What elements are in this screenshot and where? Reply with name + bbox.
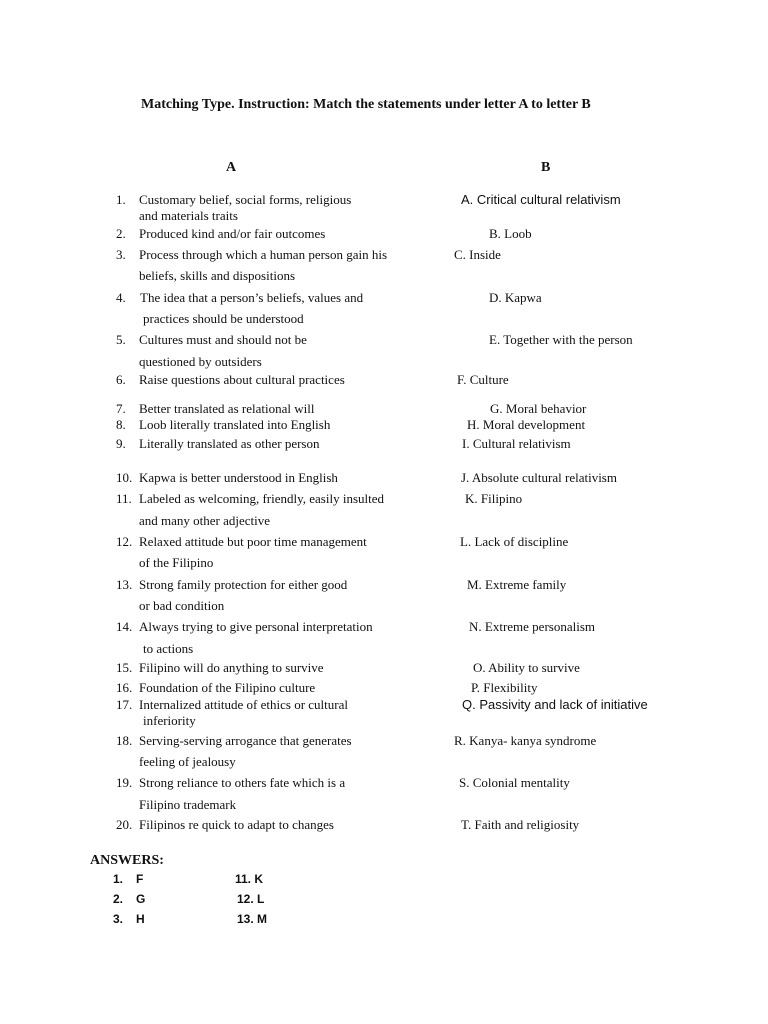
choice-l: L. Lack of discipline: [460, 534, 569, 549]
choice-j: J. Absolute cultural relativism: [461, 470, 617, 485]
choice-c: C. Inside: [454, 247, 501, 262]
item-text-continued: practices should be understood: [143, 311, 304, 326]
item-number: 1.: [116, 192, 126, 207]
item-number: 10.: [116, 470, 133, 485]
column-a-header: A: [226, 160, 237, 175]
item-number: 20.: [116, 817, 133, 832]
choice-p: P. Flexibility: [471, 680, 538, 695]
item-number: 15.: [116, 660, 133, 675]
answer-right-column: 13. M: [237, 912, 268, 926]
item-text: Process through which a human person gain his: [139, 247, 388, 262]
item-text: Foundation of the Filipino culture: [139, 680, 316, 695]
choice-h: H. Moral development: [467, 417, 586, 432]
item-number: 4.: [116, 290, 126, 305]
choice-i: I. Cultural relativism: [462, 436, 571, 451]
item-text: Always trying to give personal interpretation: [139, 619, 373, 634]
item-text: Strong reliance to others fate which is a: [139, 775, 346, 790]
item-number: 18.: [116, 733, 133, 748]
choice-n: N. Extreme personalism: [469, 619, 595, 634]
item-text: Raise questions about cultural practices: [139, 372, 345, 387]
item-text: Relaxed attitude but poor time management: [139, 534, 367, 549]
choice-q: Q. Passivity and lack of initiative: [462, 697, 648, 712]
choice-f: F. Culture: [457, 372, 509, 387]
item-text-continued: feeling of jealousy: [139, 754, 236, 769]
choice-s: S. Colonial mentality: [459, 775, 570, 790]
item-text-continued: beliefs, skills and dispositions: [139, 268, 295, 283]
answer-letter: F: [136, 872, 144, 886]
choice-e: E. Together with the person: [489, 332, 633, 347]
choice-b: B. Loob: [489, 226, 532, 241]
answer-letter: H: [136, 912, 145, 926]
item-text-continued: inferiority: [143, 713, 196, 728]
choice-d: D. Kapwa: [489, 290, 542, 305]
item-text-continued: Filipino trademark: [139, 797, 237, 812]
item-text: Kapwa is better understood in English: [139, 470, 338, 485]
item-text: Produced kind and/or fair outcomes: [139, 226, 326, 241]
item-text-continued: and materials traits: [139, 208, 238, 223]
item-text-continued: and many other adjective: [139, 513, 271, 528]
item-number: 3.: [116, 247, 126, 262]
answer-number: 1.: [113, 872, 124, 886]
item-text: Better translated as relational will: [139, 401, 315, 416]
item-number: 2.: [116, 226, 126, 241]
choice-r: R. Kanya- kanya syndrome: [454, 733, 597, 748]
item-text: Labeled as welcoming, friendly, easily insulted: [139, 491, 385, 506]
item-number: 11.: [116, 491, 132, 506]
item-text: Customary belief, social forms, religious: [139, 192, 352, 207]
item-number: 5.: [116, 332, 126, 347]
item-text-continued: questioned by outsiders: [139, 354, 262, 369]
item-text-continued: to actions: [143, 641, 194, 656]
choice-t: T. Faith and religiosity: [461, 817, 580, 832]
item-number: 9.: [116, 436, 126, 451]
item-text: Strong family protection for either good: [139, 577, 348, 592]
item-text-continued: or bad condition: [139, 598, 225, 613]
item-number: 14.: [116, 619, 133, 634]
item-number: 19.: [116, 775, 133, 790]
answer-number: 3.: [113, 912, 124, 926]
item-text: Filipinos re quick to adapt to changes: [139, 817, 334, 832]
answer-right-column: 12. L: [237, 892, 265, 906]
item-text: The idea that a person’s beliefs, values and: [140, 290, 364, 305]
column-b-header: B: [541, 160, 551, 175]
item-number: 16.: [116, 680, 133, 695]
item-number: 8.: [116, 417, 126, 432]
choice-o: O. Ability to survive: [473, 660, 580, 675]
item-text: Loob literally translated into English: [139, 417, 331, 432]
choice-m: M. Extreme family: [467, 577, 567, 592]
item-text: Internalized attitude of ethics or cultural: [139, 697, 348, 712]
item-number: 17.: [116, 697, 133, 712]
page-title: Matching Type. Instruction: Match the statements under letter A to letter B: [141, 97, 591, 112]
answers-heading: ANSWERS:: [90, 853, 164, 868]
item-number: 6.: [116, 372, 126, 387]
item-number: 7.: [116, 401, 126, 416]
item-text: Cultures must and should not be: [139, 332, 307, 347]
answer-letter: G: [136, 892, 146, 906]
choice-a: A. Critical cultural relativism: [461, 192, 621, 207]
item-text: Serving-serving arrogance that generates: [139, 733, 352, 748]
answer-right-column: 11. K: [235, 872, 264, 886]
choice-k: K. Filipino: [465, 491, 523, 506]
item-number: 13.: [116, 577, 133, 592]
choice-g: G. Moral behavior: [490, 401, 587, 416]
item-text-continued: of the Filipino: [139, 555, 214, 570]
answer-number: 2.: [113, 892, 124, 906]
item-text: Filipino will do anything to survive: [139, 660, 324, 675]
item-number: 12.: [116, 534, 133, 549]
item-text: Literally translated as other person: [139, 436, 320, 451]
